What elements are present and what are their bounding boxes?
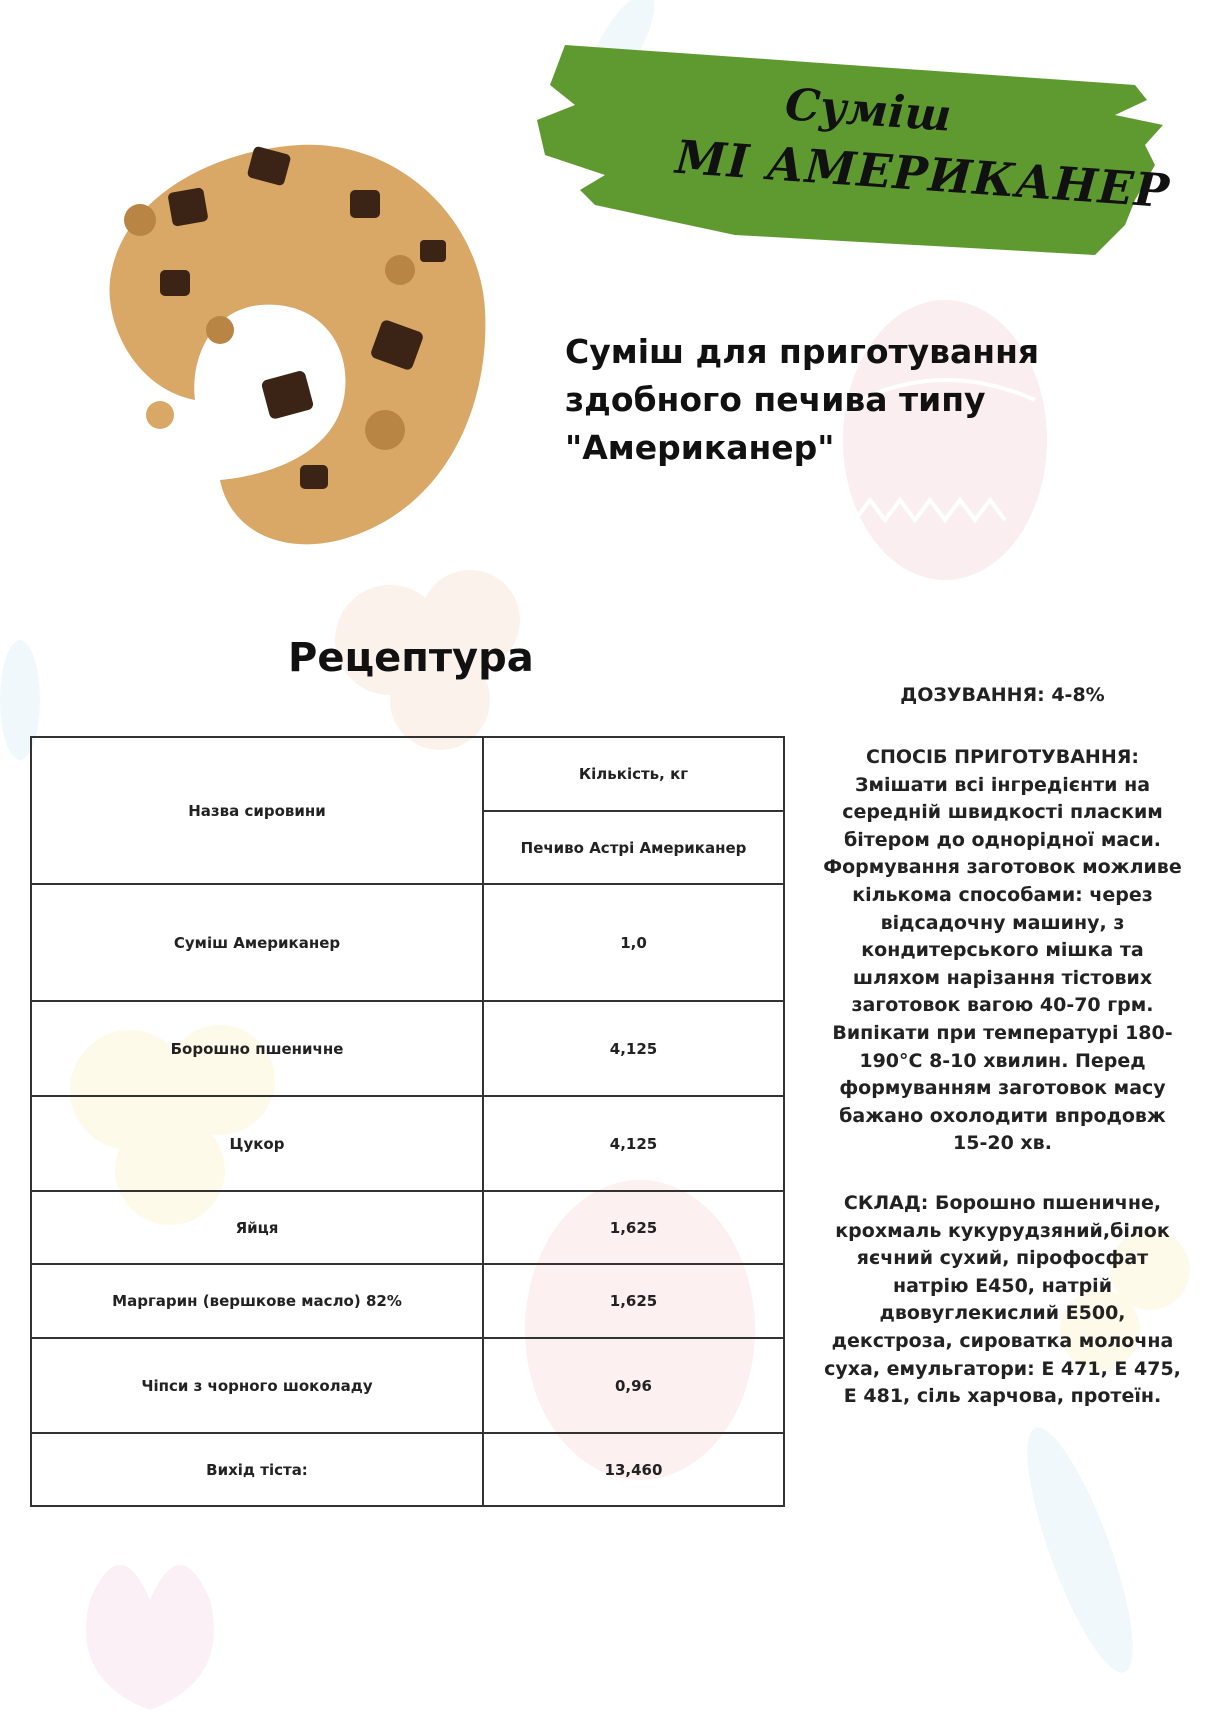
table-row xyxy=(31,1191,784,1264)
ingredient-qty: 1,625 xyxy=(483,1191,784,1264)
table-row xyxy=(31,1264,784,1338)
ingredient-name: Цукор xyxy=(31,1096,483,1191)
cookie-image xyxy=(100,130,500,550)
table-row xyxy=(31,884,784,1001)
table-row xyxy=(31,1096,784,1191)
title-banner xyxy=(535,25,1170,265)
ingredient-qty: 1,0 xyxy=(483,884,784,1001)
header-product: Печиво Астрі Американер xyxy=(483,811,784,884)
composition-text: СКЛАД: Борошно пшеничне, крохмаль кукурудзяний,білок яєчний сухий, пірофосфат натрію Е450, натрій двовуглекислий Е500, декстроза, сироватка молочна суха, емульгатори: Е 471, Е 475, Е 481, сіль харчова, протеїн. xyxy=(824,1192,1181,1408)
ingredient-name: Борошно пшеничне xyxy=(31,1001,483,1096)
ingredient-qty: 13,460 xyxy=(483,1433,784,1506)
table-row xyxy=(31,1433,784,1506)
ingredient-qty: 4,125 xyxy=(483,1001,784,1096)
banner-title-line1: Суміш xyxy=(783,79,954,142)
product-subtitle: Суміш для приготування здобного печива типу "Американер" xyxy=(565,332,1040,467)
ingredient-qty: 4,125 xyxy=(483,1096,784,1191)
banner-title-line2: МІ АМЕРИКАНЕР xyxy=(673,129,1172,219)
table-row xyxy=(31,1001,784,1096)
ingredient-qty: 1,625 xyxy=(483,1264,784,1338)
recipe-table xyxy=(30,736,785,1507)
ingredient-name: Яйця xyxy=(31,1191,483,1264)
ingredient-name: Вихід тіста: xyxy=(31,1433,483,1506)
ingredient-qty: 0,96 xyxy=(483,1338,784,1433)
dosage-text: ДОЗУВАННЯ: 4-8% xyxy=(900,684,1105,706)
header-quantity: Кількість, кг xyxy=(483,737,784,811)
recipe-section-title: Рецептура xyxy=(288,635,534,681)
ingredient-name: Маргарин (вершкове масло) 82% xyxy=(31,1264,483,1338)
table-row xyxy=(31,1338,784,1433)
tulip-decoration xyxy=(86,1565,214,1710)
header-ingredient-name: Назва сировини xyxy=(31,737,483,884)
ingredient-name: Суміш Американер xyxy=(31,884,483,1001)
ingredient-name: Чіпси з чорного шоколаду xyxy=(31,1338,483,1433)
preparation-method-text: СПОСІБ ПРИГОТУВАННЯ: Змішати всі інгредієнти на середній швидкості пласким бітером до однорідної маси. Формування заготовок можливе кількома способами: через відсадочну машину, з кондитерського мішка та шляхом нарізання тістових заготовок вагою 40-70 грм. Випікати при температурі 180-190°С 8-10 хвилин. Перед формуванням заготовок масу бажано охолодити впродовж 15-20 хв. xyxy=(823,746,1182,1155)
